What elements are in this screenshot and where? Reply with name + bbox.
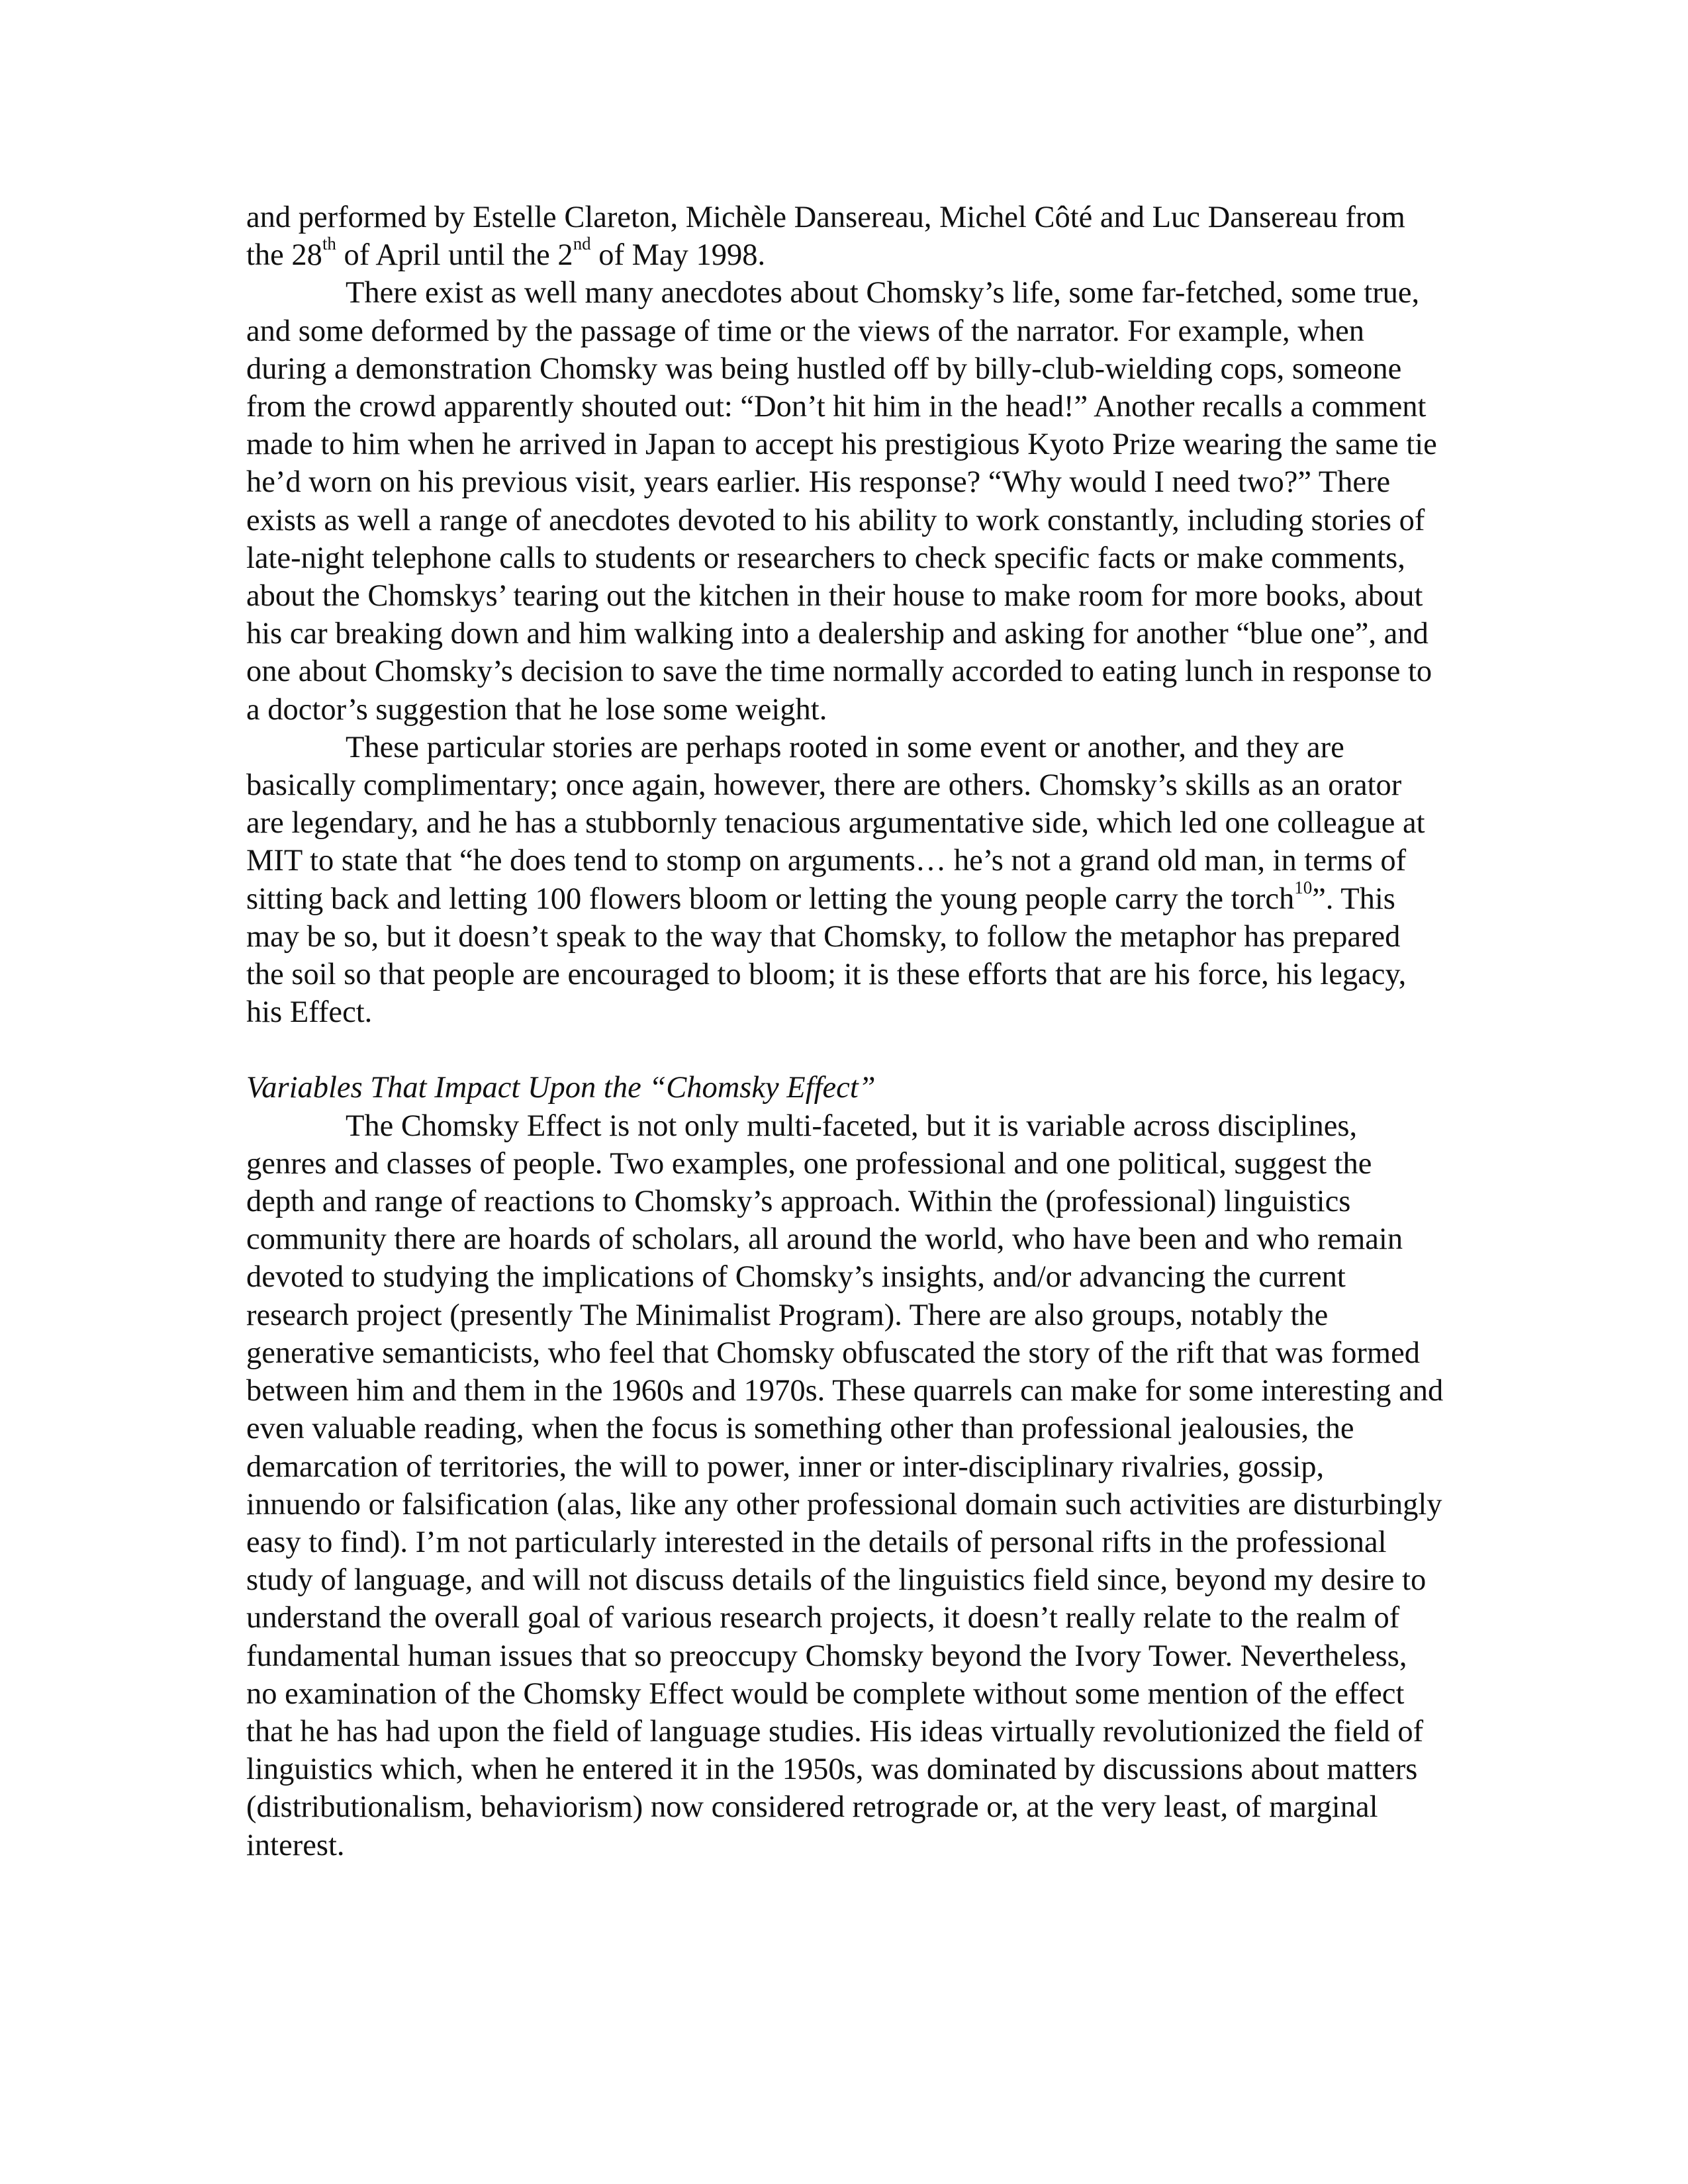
paragraph-anecdotes: There exist as well many anecdotes about Chomsky’s life, some far-fetched, some true, and some deformed by the passage of time or the views of the narrator. For example, when during a demonstration Chomsky was being hustled off by billy-club-wielding cops, someone from the crowd apparently shouted out: “Don’t hit him in the head!” Another recalls a comment made to him when he arrived in Japan to accept his prestigious Kyoto Prize wearing the same tie he’d worn on his previous visit, years earlier. His response? “Why would I need two?” There exists as well a range of anecdotes devoted to his ability to work constantly, including stories of late-night telephone calls to students or researchers to check specific facts or make comments, about the Chomskys’ tearing out the kitchen in their house to make room for more books, about his car breaking down and him walking into a dealership and asking for another “blue one”, and one about Chomsky’s decision to save the time normally accorded to eating lunch in response to a doctor’s suggestion that he lose some weight. <box>246 276 1437 727</box>
paragraph-text: These particular stories are perhaps rooted in some event or another, and they are basically complimentary; once again, however, there are others. Chomsky’s skills as an orator are legendary, and he has a stubbornly tenacious argumentative side, which led one colleague at MIT to state that “he does tend to stomp on arguments… he’s not a grand old man, in terms of sitting back and letting 100 flowers bloom or letting the young people carry the torch <box>246 730 1425 916</box>
paragraph-variables: The Chomsky Effect is not only multi-faceted, but it is variable across disciplines, genres and classes of people. Two examples, one professional and one political, suggest the depth and range of reactions to Chomsky’s approach. Within the (professional) linguistics community there are hoards of scholars, all around the world, who have been and who remain devoted to studying the implications of Chomsky’s insights, and/or advancing the current research project (presently The Minimalist Program). There are also groups, notably the generative semanticists, who feel that Chomsky obfuscated the story of the rift that was formed between him and them in the 1960s and 1970s. These quarrels can make for some interesting and even valuable reading, when the focus is something other than professional jealousies, the demarcation of territories, the will to power, inner or inter-disciplinary rivalries, gossip, innuendo or falsification (alas, like any other professional domain such activities are disturbingly easy to find). I’m not particularly interested in the details of personal rifts in the professional study of language, and will not discuss details of the linguistics field since, beyond my desire to understand the overall goal of various research projects, it doesn’t really relate to the realm of fundamental human issues that so preoccupy Chomsky beyond the Ivory Tower. Nevertheless, no examination of the Chomsky Effect would be complete without some mention of the effect that he has had upon the field of language studies. His ideas virtually revolutionized the field of linguistics which, when he entered it in the 1950s, was dominated by discussions about matters (distributionalism, behaviorism) now considered retrograde or, at the very least, of marginal interest. <box>246 1109 1444 1862</box>
paragraph-text: and performed by Estelle Clareton, Michèle Dansereau, Michel Côté and Luc Dansereau from the 28 <box>246 201 1405 273</box>
paragraph-continuation <box>246 199 1444 274</box>
paragraph-text: ”. This may be so, but it doesn’t speak to the way that Chomsky, to follow the metaphor has prepared the soil so that people are encouraged to bloom; it is these efforts that are his force, his legacy, his Effect. <box>246 882 1407 1030</box>
section-heading: Variables That Impact Upon the “Chomsky Effect” <box>246 1071 876 1105</box>
paragraph-stories <box>246 729 1444 1032</box>
ordinal-suffix: nd <box>573 234 591 254</box>
paragraph-text: of April until the 2 <box>336 238 573 273</box>
ordinal-suffix: th <box>322 234 336 254</box>
footnote-reference: 10 <box>1294 877 1313 897</box>
document-page <box>246 199 1444 1864</box>
paragraph-text: of May 1998. <box>590 238 766 273</box>
